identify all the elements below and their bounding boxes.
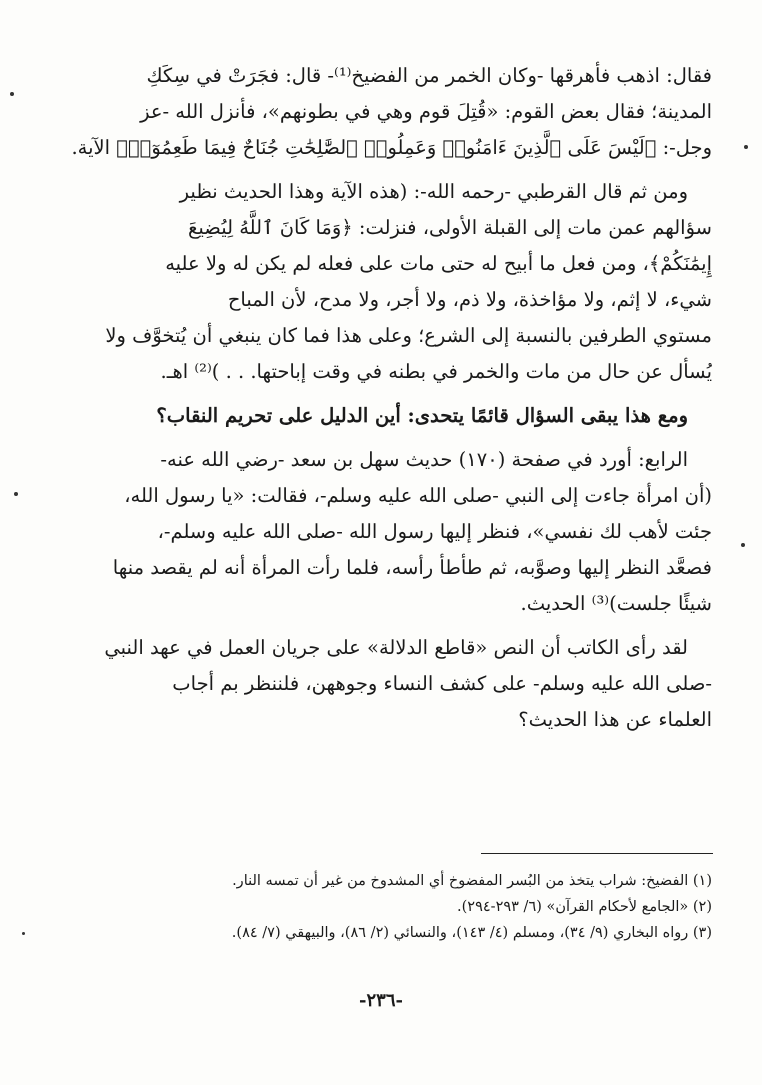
footnote: (١) الفضيخ: شراب يتخذ من البُسر المفضوخ أي المشدوخ من غير أن تمسه النار. (232, 873, 712, 889)
scan-speck (22, 932, 25, 935)
text-line: المدينة؛ فقال بعض القوم: «قُتِلَ قوم وهي في بطونهم»، فأنزل الله -عز (140, 100, 712, 123)
scan-speck (741, 543, 745, 547)
footnote: (٢) «الجامع لأحكام القرآن» (٦/ ٢٩٣-٢٩٤). (457, 899, 712, 915)
text-line: ومن ثم قال القرطبي -رحمه الله-: (هذه الآية وهذا الحديث نظير (179, 180, 688, 203)
text-line: وجل-: ﴿لَيْسَ عَلَى ٱلَّذِينَ ءَامَنُوا۟ وَعَمِلُوا۟ ٱلصَّٰلِحَٰتِ جُنَاحٌ فِيمَا طَعِمُوٓا۟﴾ الآية. (71, 136, 712, 159)
text-line: فصعَّد النظر إليها وصوَّبه، ثم طأطأ رأسه، فلما رأت المرأة أنه لم يقصد منها (112, 556, 712, 579)
text-line: الرابع: أورد في صفحة (١٧٠) حديث سهل بن سعد -رضي الله عنه- (160, 448, 688, 471)
text-line: شيئًا جلست)⁽³⁾ الحديث. (520, 592, 712, 615)
scan-speck (14, 492, 18, 496)
text-line: (أن امرأة جاءت إلى النبي -صلى الله عليه وسلم-، فقالت: «يا رسول الله، (124, 484, 712, 507)
text-line: سؤالهم عمن مات إلى القبلة الأولى، فنزلت: ﴿وَمَا كَانَ ٱللَّهُ لِيُضِيعَ (188, 216, 712, 239)
footnote-separator (481, 853, 713, 854)
text-line: لقد رأى الكاتب أن النص «قاطع الدلالة» على جريان العمل في عهد النبي (104, 636, 688, 659)
text-line: يُسأل عن حال من مات والخمر في بطنه في وقت إباحتها. . . )⁽²⁾ اهـ. (160, 360, 712, 383)
section-question: ومع هذا يبقى السؤال قائمًا يتحدى: أين الدليل على تحريم النقاب؟ (156, 404, 688, 427)
text-line: جئت لأهب لك نفسي»، فنظر إليها رسول الله -صلى الله عليه وسلم-، (157, 520, 712, 543)
text-line: العلماء عن هذا الحديث؟ (518, 708, 712, 731)
footnote: (٣) رواه البخاري (٩/ ٣٤)، ومسلم (٤/ ١٤٣)، والنسائي (٢/ ٨٦)، والبيهقي (٧/ ٨٤). (231, 925, 712, 941)
text-line: إِيمَٰنَكُمْ﴾، ومن فعل ما أبيح له حتى مات على فعله لم يكن له ولا عليه (165, 252, 712, 275)
scan-speck (10, 92, 14, 96)
footnotes (100, 868, 712, 946)
text-line: فقال: اذهب فأهرقها -وكان الخمر من الفضيخ⁽¹⁾- قال: فجَرَتْ في سِكَكِ (146, 64, 712, 87)
text-line: شيء، لا إثم، ولا مؤاخذة، ولا ذم، ولا أجر، ولا مدح، لأن المباح (227, 288, 712, 311)
text-line: -صلى الله عليه وسلم- على كشف النساء وجوههن، فلننظر بم أجاب (172, 672, 712, 695)
body-text (62, 58, 712, 738)
page-number: -٢٣٦- (359, 990, 403, 1011)
scan-speck (744, 145, 748, 149)
text-line: مستوي الطرفين بالنسبة إلى الشرع؛ وعلى هذا فما كان ينبغي أن يُتخوَّف ولا (105, 324, 712, 347)
